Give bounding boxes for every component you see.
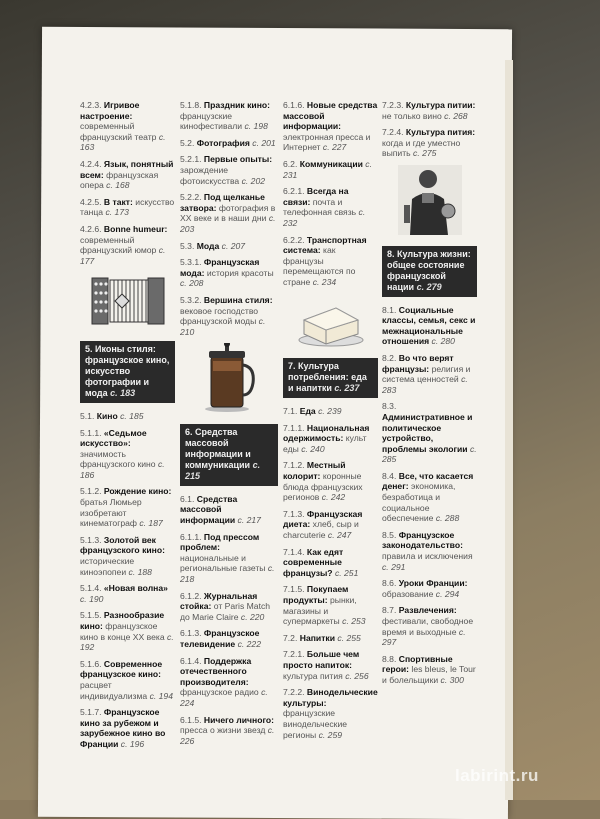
page-number: с. 215 (185, 459, 261, 481)
section-number: 5.2. (180, 137, 195, 148)
chapter-title: 6. Средства массовой информации и коммуникации (185, 426, 251, 470)
page-number: с. 232 (283, 207, 366, 228)
section-title: Праздник кино: (203, 100, 270, 110)
toc-entry (180, 494, 278, 526)
section-title: Под щелканье затвора: (180, 192, 265, 213)
page-number: с. 300 (440, 674, 464, 685)
section-number: 5.3.2. (180, 294, 202, 305)
section-title: Французское законодательство: (382, 529, 463, 551)
section-number: 6.1.3. (180, 628, 202, 639)
section-title: Под прессом проблем: (180, 531, 260, 553)
toc-entry (283, 235, 378, 288)
page-number: с. 240 (301, 443, 325, 454)
section-description: фестивали, свободное время и выходные (382, 616, 474, 637)
toc-entry (80, 535, 175, 577)
page-number: с. 190 (80, 593, 104, 604)
section-description: почта и телефонная связь (283, 196, 357, 218)
section-number: 6.1.1. (180, 531, 202, 542)
section-number: 8.2. (382, 352, 397, 363)
page-number: с. 202 (241, 175, 266, 186)
page-number: с. 226 (180, 725, 275, 746)
page-number: с. 173 (105, 207, 129, 218)
section-title: Коммуникации (299, 158, 363, 169)
section-title: Игривое настроение: (80, 100, 140, 121)
section-description: правила и исключения (382, 551, 473, 562)
section-description: национальные и региональные газеты (180, 552, 266, 574)
section-description: коронные блюда французских регионов (283, 471, 363, 503)
section-title: Как едят современные французы? (283, 546, 344, 578)
page-number: с. 207 (221, 240, 246, 251)
toc-entry (80, 610, 175, 652)
page-edge (505, 60, 513, 800)
section-title: Социальные классы, семья, секс и межнациональные отношения (382, 304, 476, 347)
toc-entry (180, 241, 278, 252)
toc-entry (80, 659, 175, 701)
section-title: Больше чем просто напиток: (283, 649, 360, 670)
chapter-title: 5. Иконы стиля: французское кино, искусство фотографии и мода (85, 343, 170, 398)
section-description: электронная пресса и Интернет (283, 131, 371, 153)
section-title: Местный колорит: (283, 460, 346, 482)
toc-entry (283, 186, 378, 228)
page-number: с. 218 (180, 563, 275, 585)
page-number: с. 168 (106, 180, 130, 191)
section-title: «Седьмое искусство»: (80, 427, 147, 449)
toc-column-4 (382, 100, 477, 692)
section-description: экономика, безработица и социальное обеспечение (382, 481, 456, 524)
toc-entry (80, 428, 175, 481)
page-number: с. 259 (318, 729, 343, 740)
section-title: Французская диета: (283, 508, 363, 530)
page-number: с. 255 (337, 632, 361, 643)
section-number: 7.1.4. (283, 546, 305, 557)
chapter-title: 7. Культура потребления: еда и напитки (288, 361, 367, 394)
section-number: 7.1. (283, 406, 298, 417)
page-number: с. 256 (345, 670, 369, 681)
section-number: 6.1.5. (180, 714, 202, 725)
section-title: Современное французское кино: (80, 658, 163, 680)
page-number: с. 242 (321, 492, 346, 503)
section-number: 4.2.5. (80, 196, 102, 207)
section-number: 8.8. (382, 653, 397, 664)
section-number: 7.2.4. (382, 127, 404, 138)
section-title: «Новая волна» (103, 583, 168, 594)
section-number: 5.1.4. (80, 583, 102, 594)
section-number: 4.2.4. (80, 158, 102, 169)
page-number: с. 188 (128, 566, 152, 577)
page-number: с. 177 (80, 245, 166, 266)
section-title: Во что верят французы: (382, 352, 454, 374)
page-number: с. 247 (327, 530, 352, 541)
section-description: les bleus, le Tour и болельщики (382, 664, 476, 685)
page-number: с. 186 (80, 459, 165, 480)
section-title: Рождение кино: (103, 486, 172, 497)
man-photo-illustration (398, 165, 462, 238)
section-number: 5.1.5. (80, 610, 102, 621)
section-number: 5.2.2. (180, 192, 202, 203)
toc-entry (382, 471, 477, 524)
section-number: 6.2.1. (283, 186, 305, 197)
toc-entry (80, 159, 175, 191)
page-number: с. 220 (240, 611, 265, 622)
section-number: 8.4. (382, 470, 397, 481)
toc-entry (180, 138, 278, 149)
page-number: с. 239 (318, 406, 342, 417)
section-number: 4.2.3. (80, 100, 102, 110)
toc-entry (180, 192, 278, 234)
toc-entry (180, 100, 278, 132)
section-description: современный французский юмор (80, 234, 157, 256)
toc-entry (180, 532, 278, 585)
section-number: 5.1.2. (80, 486, 102, 497)
toc-entry (180, 257, 278, 289)
toc-entry (180, 656, 278, 709)
section-number: 7.2. (283, 632, 298, 643)
section-description: французское кино в конце XX века (80, 621, 165, 642)
section-number: 6.2.2. (283, 234, 305, 245)
toc-entry (382, 605, 477, 647)
section-number: 8.5. (382, 529, 397, 540)
section-description: от Paris Match до Marie Claire (180, 601, 271, 622)
section-number: 5.3. (180, 240, 195, 251)
toc-entry (180, 154, 278, 186)
section-title: Напитки (299, 632, 335, 643)
section-number: 5.1.7. (80, 707, 102, 718)
section-title: Культура питии: (405, 100, 476, 110)
watermark: labirint.ru (455, 766, 539, 785)
page-number: с. 203 (180, 213, 276, 234)
toc-entry (80, 583, 175, 604)
section-description: современный французский театр (80, 121, 157, 142)
toc-entry (80, 707, 175, 749)
section-number: 6.2. (283, 158, 298, 169)
section-description: история красоты (206, 267, 274, 278)
section-title: Золотой век французского кино: (80, 534, 165, 556)
page-number: с. 294 (435, 588, 460, 599)
section-description: как французы перемещаются по стране (283, 245, 356, 287)
section-title: Bonne humeur: (103, 223, 168, 234)
section-title: Транспортная система: (283, 234, 367, 256)
section-number: 6.1. (180, 493, 195, 504)
section-title: Мода (196, 240, 220, 251)
page-number: с. 194 (149, 690, 173, 701)
section-description: рынки, магазины и супермаркеты (283, 595, 357, 627)
section-description: когда и где уместно выпить (382, 137, 461, 159)
section-number: 5.1.3. (80, 534, 102, 545)
toc-entry (382, 578, 477, 599)
section-number: 5.1. (80, 410, 95, 421)
page-number: с. 297 (382, 626, 466, 648)
page-number: с. 283 (382, 374, 468, 395)
toc-entry (382, 530, 477, 572)
toc-entry (382, 100, 477, 121)
section-title: Поддержка отечественного производителя: (180, 655, 252, 687)
toc-entry (382, 654, 477, 686)
cake-illustration (296, 294, 366, 351)
french-press-illustration (199, 343, 259, 416)
section-description: искусство танца (80, 196, 175, 218)
section-number: 6.1.4. (180, 655, 202, 666)
page-number: с. 208 (180, 278, 204, 289)
toc-entry (283, 687, 378, 740)
page-number: с. 234 (312, 276, 337, 287)
section-number: 5.1.8. (180, 100, 202, 110)
section-number: 7.1.5. (283, 584, 305, 595)
toc-column-2 (180, 100, 278, 752)
page-number: с. 163 (80, 131, 166, 153)
toc-entry (80, 100, 175, 153)
chapter-heading (283, 358, 378, 398)
toc-entry (283, 100, 378, 153)
section-description: культура пития (283, 670, 343, 681)
toc-entry (80, 224, 175, 266)
section-title: Всегда на связи: (283, 186, 349, 207)
section-title: Фотография (196, 137, 250, 148)
section-description: фотография в XX веке и в наши дни (180, 202, 276, 224)
section-number: 5.3.1. (180, 257, 202, 268)
toc-entry (80, 411, 175, 422)
toc-entry (382, 305, 477, 347)
page-number: с. 268 (444, 110, 468, 121)
toc-entry (283, 423, 378, 455)
toc-entry (382, 401, 477, 465)
section-title: Новые средства массовой информации: (283, 100, 378, 132)
section-description: не только вино (382, 110, 442, 121)
section-title: Французская мода: (180, 257, 260, 278)
section-title: Развлечения: (398, 605, 457, 616)
section-description: французская опера (80, 169, 159, 191)
section-title: Кино (96, 410, 118, 421)
accordion-illustration (88, 272, 168, 333)
section-description: религия и система ценностей (382, 363, 471, 385)
chapter-title: 8. Культура жизни: общее состояние французской нации (387, 248, 471, 292)
toc-entry (80, 197, 175, 218)
section-title: Покупаем продукты: (283, 584, 349, 605)
section-description: вековое господство французской моды (180, 305, 259, 327)
section-title: Французское телевидение (180, 628, 260, 649)
section-title: Язык, понятный всем: (80, 158, 174, 180)
section-title: В такт: (103, 196, 133, 207)
section-number: 5.1.1. (80, 427, 102, 438)
page-number: с. 201 (252, 137, 276, 148)
toc-entry (382, 353, 477, 395)
section-title: Национальная одержимость: (283, 422, 370, 444)
section-title: Вершина стиля: (203, 294, 273, 305)
section-description: культ еды (283, 433, 367, 454)
section-number: 7.1.1. (283, 422, 305, 433)
toc-entry (283, 406, 378, 417)
section-title: Винодельческие культуры: (283, 687, 378, 708)
section-number: 8.1. (382, 304, 397, 315)
toc-column-3 (283, 100, 378, 746)
toc-entry (283, 633, 378, 644)
section-title: Все, что касается денег: (382, 470, 474, 492)
section-number: 6.1.6. (283, 100, 305, 110)
chapter-heading (382, 246, 477, 297)
section-description: расцвет индивидуализма (80, 679, 148, 701)
section-title: Разнообразие кино: (80, 610, 165, 631)
section-description: французские винодельческие регионы (283, 708, 348, 740)
page-number: с. 285 (382, 443, 477, 465)
section-title: Еда (299, 406, 316, 417)
page-number: с. 280 (431, 336, 455, 347)
section-number: 8.7. (382, 605, 397, 616)
page-number: с. 237 (334, 383, 360, 394)
toc-entry (283, 547, 378, 579)
section-number: 5.1.6. (80, 658, 102, 669)
section-title: Спортивные герои: (382, 653, 453, 675)
section-title: Ничего личного: (203, 714, 275, 725)
section-number: 7.1.3. (283, 508, 305, 519)
page-number: с. 288 (435, 513, 460, 524)
chapter-heading (180, 424, 278, 486)
section-description: хлеб, сыр и charcuterie (283, 519, 359, 541)
page-number: с. 291 (382, 561, 406, 572)
section-number: 8.3. (382, 401, 397, 412)
section-number: 7.2.2. (283, 687, 305, 698)
page-number: с. 275 (413, 148, 437, 159)
page-number: с. 198 (244, 121, 268, 132)
page-number: с. 222 (237, 639, 261, 649)
toc-entry (180, 295, 278, 337)
section-number: 6.1.2. (180, 590, 202, 601)
page-number: с. 224 (180, 687, 268, 708)
page-number: с. 251 (334, 567, 359, 578)
toc-entry (283, 159, 378, 180)
chapter-heading (80, 341, 175, 403)
toc-entry (180, 715, 278, 747)
section-title: Средства массовой информации (180, 493, 238, 526)
section-description: французские кинофестивали (180, 110, 243, 132)
page-number: с. 227 (322, 142, 347, 153)
page-number: с. 231 (283, 158, 372, 180)
section-number: 7.2.3. (382, 100, 404, 110)
toc-entry (283, 460, 378, 502)
toc-entry (80, 486, 175, 528)
page-number: с. 187 (139, 518, 163, 529)
section-description: пресса о жизни звезд (180, 725, 266, 736)
toc-entry (180, 628, 278, 649)
section-description: французское радио (180, 687, 259, 698)
section-number: 8.6. (382, 578, 397, 589)
page-number: с. 185 (120, 410, 144, 421)
section-title: Журнальная стойка: (180, 590, 258, 612)
toc-column-1 (80, 100, 175, 756)
page-number: с. 183 (110, 387, 136, 398)
section-title: Французское кино за рубежом и зарубежное кино во Франции (80, 707, 166, 749)
page-number: с. 196 (120, 738, 145, 749)
page-number: с. 253 (342, 616, 366, 627)
page-number: с. 217 (237, 515, 261, 526)
section-description: исторические киноэпопеи (80, 556, 135, 577)
section-number: 7.2.1. (283, 649, 305, 660)
page-number: с. 192 (80, 631, 174, 653)
section-description: зарождение фотоискусства (180, 164, 240, 186)
toc-entry (283, 649, 378, 681)
section-title: Культура пития: (405, 127, 476, 138)
section-number: 5.2.1. (180, 154, 202, 165)
section-description: значимость французского кино (80, 448, 156, 470)
section-title: Первые опыты: (203, 154, 273, 165)
section-title: Уроки Франции: (398, 578, 468, 589)
page-number: с. 210 (180, 316, 266, 337)
section-description: образование (382, 588, 434, 599)
toc-entry (382, 127, 477, 159)
section-description: братья Люмьер изобретают кинематограф (80, 497, 142, 529)
section-number: 4.2.6. (80, 223, 102, 234)
page-number: с. 279 (416, 281, 442, 292)
section-number: 7.1.2. (283, 460, 305, 471)
section-title: Административное и политическое устройство, проблемы экологии (382, 411, 473, 454)
toc-entry (180, 591, 278, 623)
toc-entry (283, 509, 378, 541)
toc-entry (283, 584, 378, 626)
